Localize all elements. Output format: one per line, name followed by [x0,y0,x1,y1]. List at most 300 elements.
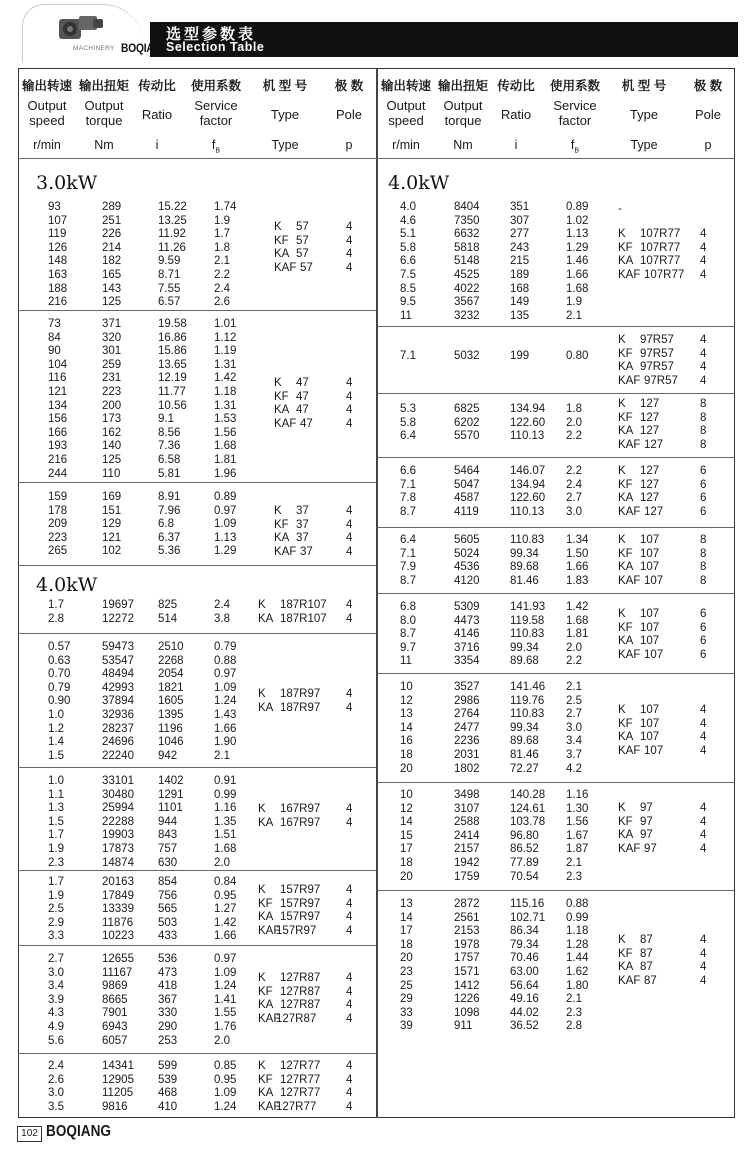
type-prefix: KF [618,411,633,424]
ratio-cell: 503 [158,916,178,929]
service-factor-cell: 1.55 [214,1007,237,1020]
ratio-cell: 49.16 [510,993,539,1006]
type-model: 127 [640,492,660,505]
output-torque-cell: 140 [102,440,122,453]
ratio-cell: 410 [158,1100,178,1113]
ratio-cell: 96.80 [510,829,539,842]
output-torque-cell: 125 [102,453,122,466]
type-model: 57 [296,221,309,233]
type-model: 127R77 [276,1100,317,1113]
type-prefix: KF [274,234,289,247]
service-factor-cell: 1.43 [214,708,237,721]
type-prefix: K [618,334,626,346]
output-speed-cell: 23 [400,965,413,978]
pole-cell: 4 [346,390,353,403]
service-factor-cell: 1.24 [214,980,237,993]
type-prefix: KAF [618,648,641,661]
pole-cell: 4 [346,234,353,247]
type-model: 127R77 [280,1060,321,1072]
ratio-cell: 102.71 [510,911,546,924]
ratio-cell: 6.58 [158,453,181,466]
output-torque-cell: 24696 [102,736,134,749]
type-model: 127 [640,425,660,438]
type-model: 127 [644,505,664,518]
output-speed-cell: 33 [400,1006,413,1019]
ratio-cell: 149 [510,296,530,309]
type-model: 127R87 [276,1012,317,1025]
type-prefix: KAF [274,545,297,558]
type-prefix: K [258,803,266,815]
service-factor-cell: 1.16 [566,789,589,801]
service-factor-cell: 0.99 [214,788,237,801]
ratio-cell: 70.46 [510,952,539,965]
pole-cell: 4 [346,1073,353,1086]
ratio-cell: 7.55 [158,282,181,295]
ratio-cell: 8.71 [158,268,181,281]
page-number: 102 [17,1126,42,1142]
output-speed-cell: 126 [48,241,68,254]
type-model: 107R77 [640,255,681,268]
output-speed-cell: 16 [400,735,413,748]
dash-mark: - [618,203,622,215]
output-torque-cell: 4146 [454,628,480,641]
output-torque-cell: 3527 [454,681,480,693]
pole-cell: 4 [346,924,353,937]
pole-cell: 4 [346,1087,353,1100]
ratio-cell: 146.07 [510,465,546,477]
service-factor-cell: 4.2 [566,762,582,775]
block-separator [18,767,376,768]
output-torque-cell: 17849 [102,889,134,902]
output-torque-cell: 33101 [102,775,134,787]
column-header-unit: Nm [453,138,473,152]
type-prefix: KA [258,999,274,1012]
column-header-unit: r/min [392,138,420,152]
output-torque-cell: 226 [102,228,122,241]
column-header-unit: Nm [94,138,114,152]
ratio-cell: 1046 [158,736,184,749]
output-torque-cell: 1978 [454,938,480,951]
service-factor-cell: 1.27 [214,903,237,916]
power-heading-3kw: 3.0kW [36,172,98,194]
service-factor-cell: 1.83 [566,574,589,587]
output-torque-cell: 6943 [102,1020,128,1033]
type-prefix: KAF [618,574,641,587]
output-speed-cell: 5.1 [400,228,416,241]
type-model: 87 [640,934,653,946]
service-factor-cell: 1.13 [566,228,589,241]
type-prefix: KAF [618,974,641,987]
output-speed-cell: 1.0 [48,775,64,787]
output-speed-cell: 2.5 [48,903,64,916]
ratio-cell: 16.86 [158,331,187,344]
service-factor-cell: 2.3 [566,1006,582,1019]
service-factor-cell: 1.68 [214,440,237,453]
output-speed-cell: 163 [48,268,68,281]
type-prefix: K [618,802,626,814]
column-header-en: Pole [694,107,722,122]
column-header-en: Type [270,107,300,122]
type-model: 107R77 [640,241,681,254]
type-prefix: K [618,704,626,716]
output-torque-cell: 14341 [102,1060,134,1072]
output-speed-cell: 4.0 [400,201,416,213]
output-torque-cell: 371 [102,318,122,330]
output-torque-cell: 4119 [454,505,479,518]
type-prefix: K [258,599,266,611]
column-header-cn: 输出转速 [21,79,72,93]
service-factor-cell: 0.99 [566,911,589,924]
ratio-cell: 110.83 [510,708,545,721]
pole-cell: 4 [346,545,353,558]
service-factor-cell: 1.09 [214,518,237,531]
output-torque-cell: 165 [102,268,122,281]
service-factor-cell: 1.9 [566,296,582,309]
ratio-cell: 9.59 [158,255,181,268]
type-prefix: KA [618,961,634,974]
service-factor-cell: 1.01 [214,318,237,330]
type-model: 127 [644,438,664,451]
type-prefix: K [274,377,282,389]
output-speed-cell: 223 [48,531,68,544]
output-torque-cell: 1942 [454,856,480,869]
service-factor-cell: 0.95 [214,889,237,902]
type-prefix: KF [258,1073,273,1086]
output-speed-cell: 107 [48,214,68,227]
pole-cell: 4 [346,404,353,417]
type-model: 127R77 [280,1087,321,1100]
type-model: 87 [640,961,653,974]
ratio-cell: 15.22 [158,201,187,213]
pole-cell: 6 [700,621,707,634]
service-factor-cell: 1.81 [566,628,589,641]
output-speed-cell: 7.5 [400,268,416,281]
type-model: 187R97 [280,701,321,714]
output-torque-cell: 289 [102,201,122,213]
ratio-cell: 1291 [158,788,184,801]
output-speed-cell: 1.4 [48,736,64,749]
service-factor-cell: 2.1 [566,309,582,322]
output-speed-cell: 216 [48,453,68,466]
block-separator [18,482,376,483]
pole-cell: 4 [700,255,707,268]
output-torque-cell: 102 [102,545,122,558]
output-torque-cell: 48494 [102,668,134,681]
pole-cell: 8 [700,425,707,438]
output-torque-cell: 151 [102,504,122,517]
output-torque-cell: 8665 [102,993,128,1006]
pole-cell: 8 [700,438,707,451]
type-model: 157R97 [280,911,321,924]
service-factor-cell: 1.56 [214,426,237,439]
pole-cell: 4 [700,934,707,946]
pole-cell: 6 [700,465,707,477]
output-speed-cell: 6.4 [400,430,416,443]
output-torque-cell: 110 [102,467,121,480]
output-speed-cell: 7.1 [400,350,416,362]
output-torque-cell: 11167 [102,966,133,979]
output-speed-cell: 159 [48,491,68,503]
service-factor-cell: 2.3 [566,870,582,883]
column-header-unit: p [704,138,712,152]
type-model: 47 [296,390,309,403]
output-torque-cell: 173 [102,413,122,426]
service-factor-cell: 2.7 [566,708,582,721]
service-factor-cell: 1.24 [214,695,237,708]
ratio-cell: 110.83 [510,628,545,641]
type-model: 127 [640,398,660,410]
service-factor-cell: 2.0 [566,641,582,654]
type-model: 57 [296,234,309,247]
type-model: 107 [640,704,660,716]
output-torque-cell: 1412 [454,979,480,992]
block-separator [377,457,735,458]
type-model: 187R107 [280,599,327,611]
output-speed-cell: 8.5 [400,282,416,295]
ratio-cell: 825 [158,599,178,611]
pole-cell: 4 [346,897,353,910]
ratio-cell: 277 [510,228,530,241]
type-prefix: KA [618,255,634,268]
output-torque-cell: 6632 [454,228,480,241]
output-speed-cell: 2.4 [48,1060,64,1072]
output-speed-cell: 156 [48,413,68,426]
service-factor-cell: 1.46 [566,255,589,268]
output-torque-cell: 2031 [454,748,480,761]
ratio-cell: 19.58 [158,318,187,330]
service-factor-cell: 1.62 [566,965,589,978]
ratio-cell: 468 [158,1087,178,1100]
type-model: 107 [640,731,660,744]
output-speed-cell: 17 [400,925,413,938]
output-torque-cell: 3107 [454,802,480,815]
ratio-cell: 199 [510,350,530,362]
service-factor-cell: 1.66 [566,561,589,574]
pole-cell: 4 [346,1060,353,1072]
output-torque-cell: 3498 [454,789,480,801]
ratio-cell: 36.52 [510,1020,539,1033]
type-prefix: K [274,505,282,517]
type-model: 97 [640,829,653,842]
service-factor-cell: 0.89 [214,491,237,503]
ratio-cell: 110.13 [510,505,545,518]
type-model: 127 [640,411,660,424]
service-factor-cell: 1.24 [214,1100,237,1113]
output-torque-cell: 2414 [454,829,480,842]
pole-cell: 4 [700,334,707,346]
type-model: 127 [640,478,660,491]
type-prefix: KA [258,612,274,625]
column-header-unit: $f_B$ [211,138,221,155]
output-torque-cell: 8404 [454,201,480,213]
block-separator [18,310,376,311]
service-factor-cell: 1.50 [566,547,589,560]
ratio-cell: 86.52 [510,843,539,856]
output-speed-cell: 1.5 [48,815,64,828]
type-model: 107 [644,574,664,587]
output-speed-cell: 2.3 [48,856,64,869]
service-factor-cell: 2.0 [566,416,582,429]
output-torque-cell: 22288 [102,815,134,828]
service-factor-cell: 0.80 [566,350,589,362]
output-torque-cell: 125 [102,296,122,309]
column-header-unit: $f_B$ [570,138,580,155]
output-speed-cell: 2.8 [48,612,64,625]
service-factor-cell: 1.68 [214,842,237,855]
ratio-cell: 7.96 [158,504,181,517]
service-factor-cell: 3.4 [566,735,582,748]
service-factor-cell: 2.1 [214,749,230,762]
output-torque-cell: 5818 [454,241,480,254]
service-factor-cell: 1.53 [214,413,237,426]
block-separator [18,870,376,871]
power-heading-4kw-left: 4.0kW [36,574,98,596]
output-torque-cell: 59473 [102,641,134,653]
block-separator [18,945,376,946]
output-speed-cell: 9.7 [400,641,416,654]
ratio-cell: 8.91 [158,491,181,503]
service-factor-cell: 1.9 [214,214,230,227]
output-torque-cell: 2157 [454,843,480,856]
ratio-cell: 56.64 [510,979,539,992]
pole-cell: 4 [700,974,707,987]
column-header-cn: 输出转速 [380,79,431,93]
output-speed-cell: 116 [48,372,67,385]
service-factor-cell: 1.28 [566,938,589,951]
ratio-cell: 215 [510,255,530,268]
type-prefix: K [258,884,266,896]
service-factor-cell: 1.42 [214,916,237,929]
service-factor-cell: 1.30 [566,802,589,815]
type-model: 37 [296,532,309,545]
output-torque-cell: 12905 [102,1073,134,1086]
column-header-right [377,72,735,156]
ratio-cell: 5.81 [158,467,181,480]
service-factor-cell: 2.0 [214,856,230,869]
output-speed-cell: 1.7 [48,829,64,842]
column-header-unit: Type [271,138,299,152]
ratio-cell: 7.36 [158,440,181,453]
output-speed-cell: 209 [48,518,68,531]
type-model: 127R87 [280,972,321,984]
type-model: 97 [644,842,657,855]
ratio-cell: 11.77 [158,385,186,398]
type-model: 47 [296,377,309,389]
service-factor-cell: 0.79 [214,641,237,653]
output-speed-cell: 8.0 [400,614,416,627]
ratio-cell: 1196 [158,722,183,735]
service-factor-cell: 3.0 [566,721,582,734]
output-torque-cell: 2236 [454,735,480,748]
pole-cell: 4 [700,347,707,360]
column-header-cn: 极 数 [693,79,723,93]
output-speed-cell: 2.7 [48,953,64,965]
type-model: 187R107 [280,612,327,625]
output-speed-cell: 265 [48,545,68,558]
output-torque-cell: 2872 [454,898,480,910]
service-factor-cell: 1.42 [566,601,589,613]
ratio-cell: 141.46 [510,681,546,693]
pole-cell: 4 [700,842,707,855]
service-factor-cell: 0.97 [214,668,237,681]
pole-cell: 4 [700,947,707,960]
service-factor-cell: 1.90 [214,736,237,749]
output-torque-cell: 2477 [454,721,480,734]
pole-cell: 4 [700,802,707,814]
service-factor-cell: 1.18 [214,385,237,398]
type-model: 97R57 [640,347,674,360]
column-header-unit: i [155,138,159,152]
pole-cell: 4 [700,704,707,716]
type-prefix: K [618,465,626,477]
output-speed-cell: 2.6 [48,1073,64,1086]
output-torque-cell: 9816 [102,1100,128,1113]
service-factor-cell: 1.67 [566,829,589,842]
output-torque-cell: 7350 [454,214,480,227]
output-speed-cell: 18 [400,938,413,951]
output-speed-cell: 8.7 [400,505,416,518]
type-model: 47 [296,404,309,417]
ratio-cell: 122.60 [510,492,546,505]
output-speed-cell: 6.4 [400,534,416,546]
output-speed-cell: 15 [400,829,413,842]
output-speed-cell: 10 [400,681,413,693]
ratio-cell: 89.68 [510,735,539,748]
ratio-cell: 433 [158,930,178,943]
column-header-en: Output torque [443,98,483,128]
ratio-cell: 1101 [158,802,183,815]
ratio-cell: 110.83 [510,534,545,546]
type-model: 37 [296,505,309,517]
output-torque-cell: 3354 [454,655,480,668]
service-factor-cell: 3.8 [214,612,230,625]
ratio-cell: 6.8 [158,518,174,531]
output-torque-cell: 20163 [102,876,134,888]
pole-cell: 6 [700,635,707,648]
ratio-cell: 2510 [158,641,184,653]
type-prefix: K [618,228,626,240]
type-prefix: KAF [258,924,281,937]
output-torque-cell: 2986 [454,694,480,707]
output-speed-cell: 1.5 [48,749,64,762]
output-torque-cell: 42993 [102,681,134,694]
pole-cell: 6 [700,505,707,518]
ratio-cell: 1605 [158,695,184,708]
pole-cell: 6 [700,648,707,661]
ratio-cell: 12.19 [158,372,187,385]
column-header-en: Service factor [553,98,597,128]
ratio-cell: 473 [158,966,178,979]
type-prefix: KAF [258,1012,281,1025]
type-prefix: K [618,534,626,546]
pole-cell: 4 [700,241,707,254]
output-torque-cell: 1757 [454,952,480,965]
pole-cell: 4 [346,248,353,261]
ratio-cell: 307 [510,214,530,227]
output-torque-cell: 4587 [454,492,480,505]
ratio-cell: 124.61 [510,802,546,815]
output-speed-cell: 0.90 [48,695,71,708]
output-speed-cell: 84 [48,331,61,344]
service-factor-cell: 1.87 [566,843,589,856]
output-torque-cell: 12272 [102,612,134,625]
pole-cell: 4 [346,612,353,625]
type-model: 127R87 [280,985,321,998]
service-factor-cell: 1.18 [566,925,589,938]
pole-cell: 8 [700,547,707,560]
ratio-cell: 253 [158,1034,178,1047]
output-speed-cell: 20 [400,870,413,883]
